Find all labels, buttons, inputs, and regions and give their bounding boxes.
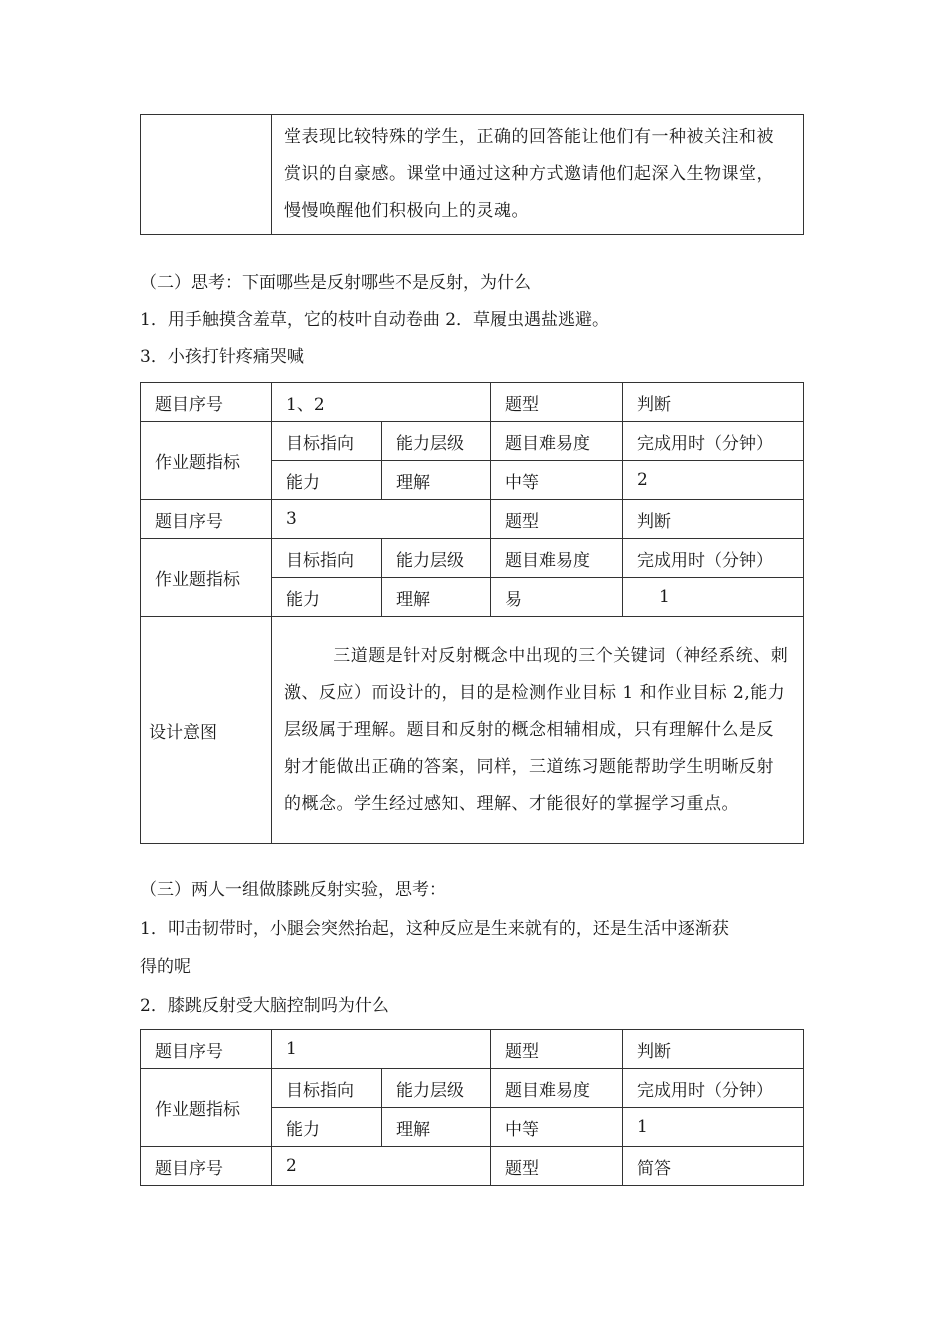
question-number-value: 3 (272, 500, 491, 539)
continuation-table (140, 114, 804, 235)
table-row (141, 1069, 804, 1108)
table-row (141, 383, 804, 422)
value-time: 1 (623, 1108, 804, 1147)
header-difficulty: 题目难易度 (491, 539, 623, 578)
continuation-text: 堂表现比较特殊的学生，正确的回答能让他们有一种被关注和被赏识的自豪感。课堂中通过这种方式邀请他们起深入生物课堂，慢慢唤醒他们积极向上的灵魂。 (272, 115, 804, 235)
header-ability-level: 能力层级 (382, 539, 491, 578)
value-time: 1 (623, 578, 804, 617)
question-number-label: 题目序号 (141, 1030, 272, 1069)
question-type-label: 题型 (491, 500, 623, 539)
header-time: 完成用时（分钟） (623, 1069, 804, 1108)
question-number-label: 题目序号 (141, 383, 272, 422)
section3-line1a: 1．叩击韧带时，小腿会突然抬起，这种反应是生来就有的，还是生活中逐渐获 (140, 919, 729, 939)
design-intent-text: 三道题是针对反射概念中出现的三个关键词（神经系统、刺激、反应）而设计的，目的是检测作业目标 1 和作业目标 2,能力层级属于理解。题目和反射的概念相辅相成，只有理解什么是反射才能做出正确的答案，同样，三道练习题能帮助学生明晰反射的概念。学生经过感知、理解、才能很好的掌握学习重点。 (272, 617, 804, 844)
table-row (141, 500, 804, 539)
question-number-value: 1 (272, 1030, 491, 1069)
question-type-value: 判断 (623, 1030, 804, 1069)
header-goal: 目标指向 (272, 422, 382, 461)
value-ability-level: 理解 (382, 578, 491, 617)
table-row (141, 422, 804, 461)
question-type-label: 题型 (491, 1030, 623, 1069)
header-time: 完成用时（分钟） (623, 539, 804, 578)
value-ability-level: 理解 (382, 1108, 491, 1147)
design-intent-label: 设计意图 (141, 617, 272, 844)
value-goal: 能力 (272, 578, 382, 617)
header-difficulty: 题目难易度 (491, 422, 623, 461)
indicator-label: 作业题指标 (141, 539, 272, 617)
table-row (141, 617, 804, 844)
value-goal: 能力 (272, 461, 382, 500)
question-type-value: 判断 (623, 500, 804, 539)
question-type-label: 题型 (491, 1147, 623, 1186)
value-ability-level: 理解 (382, 461, 491, 500)
section2-line1: 1．用手触摸含羞草，它的枝叶自动卷曲 2．草履虫遇盐逃避。 (140, 310, 610, 330)
header-ability-level: 能力层级 (382, 422, 491, 461)
header-goal: 目标指向 (272, 1069, 382, 1108)
table-row (141, 1147, 804, 1186)
section2-heading: （二）思考：下面哪些是反射哪些不是反射，为什么 (140, 273, 531, 293)
indicator-label: 作业题指标 (141, 1069, 272, 1147)
section3-line2: 2．膝跳反射受大脑控制吗为什么 (140, 996, 389, 1016)
homework-table-3 (140, 1029, 804, 1186)
question-type-value: 判断 (623, 383, 804, 422)
header-time: 完成用时（分钟） (623, 422, 804, 461)
question-number-value: 2 (272, 1147, 491, 1186)
section3-line1b: 得的呢 (140, 957, 191, 977)
question-number-label: 题目序号 (141, 1147, 272, 1186)
empty-cell (141, 115, 272, 235)
table-row (141, 539, 804, 578)
table-row (141, 1030, 804, 1069)
question-type-value: 简答 (623, 1147, 804, 1186)
header-difficulty: 题目难易度 (491, 1069, 623, 1108)
homework-table-2 (140, 382, 804, 844)
header-goal: 目标指向 (272, 539, 382, 578)
value-goal: 能力 (272, 1108, 382, 1147)
indicator-label: 作业题指标 (141, 422, 272, 500)
value-difficulty: 中等 (491, 1108, 623, 1147)
question-number-value: 1、2 (272, 383, 491, 422)
question-type-label: 题型 (491, 383, 623, 422)
header-ability-level: 能力层级 (382, 1069, 491, 1108)
value-difficulty: 易 (491, 578, 623, 617)
section3-heading: （三）两人一组做膝跳反射实验，思考： (140, 880, 446, 900)
section2-line2: 3．小孩打针疼痛哭喊 (140, 347, 304, 367)
question-number-label: 题目序号 (141, 500, 272, 539)
value-time: 2 (623, 461, 804, 500)
value-difficulty: 中等 (491, 461, 623, 500)
